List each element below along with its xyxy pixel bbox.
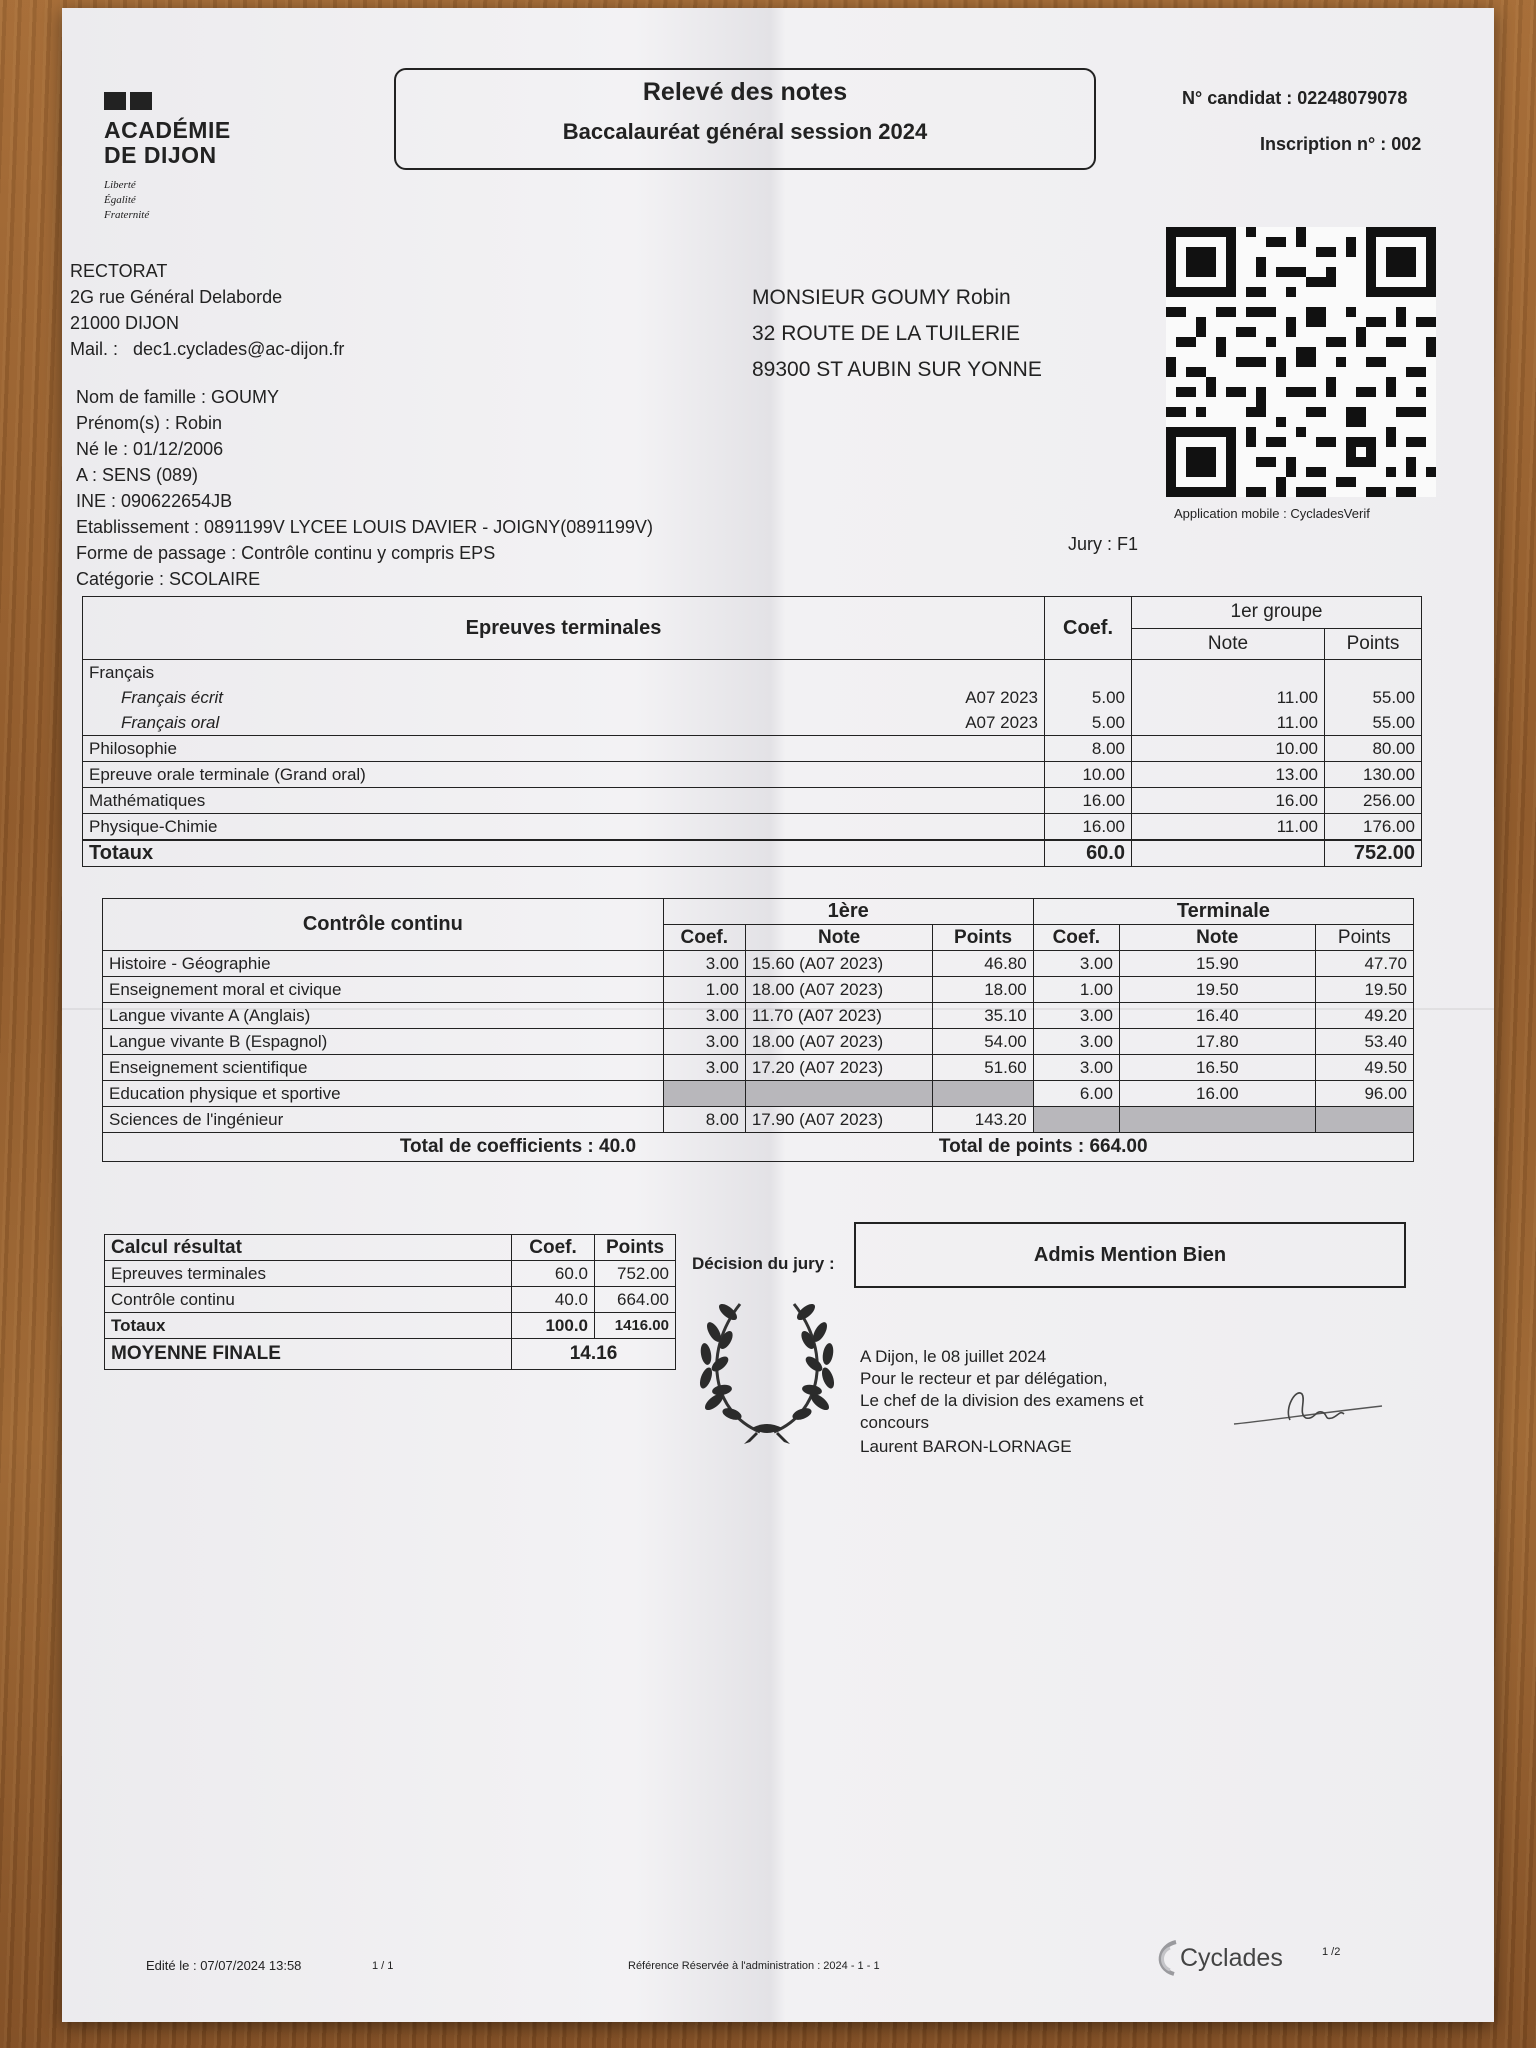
premiere-header: 1ère (663, 899, 1033, 925)
row-label: Français oral (83, 710, 933, 736)
handwritten-signature (1232, 1380, 1392, 1436)
row-note-1: 11.70 (A07 2023) (745, 1003, 933, 1029)
row-coef-2: 6.00 (1033, 1081, 1119, 1107)
decision-value: Admis Mention Bien (1033, 1243, 1227, 1266)
row-coef: 5.00 (1045, 710, 1132, 736)
row-note: 11.00 (1132, 814, 1325, 841)
table-row (103, 1107, 1414, 1133)
decision-label: Décision du jury : (692, 1254, 835, 1273)
signatory-name: Laurent BARON-LORNAGE (860, 1437, 1072, 1456)
row-note: 13.00 (1132, 762, 1325, 788)
row-points-2: 19.50 (1315, 977, 1413, 1003)
table-row (83, 762, 1422, 788)
signature-line-1: A Dijon, le 08 juillet 2024 (860, 1347, 1047, 1366)
row-label: Enseignement moral et civique (103, 977, 664, 1003)
row-coef-2: 3.00 (1033, 1003, 1119, 1029)
student-first-name: Prénom(s) : Robin (76, 413, 223, 433)
epreuves-terminales-table (82, 596, 1422, 867)
page-indicator-b: 1 /2 (1322, 1946, 1341, 1958)
table-row (103, 1055, 1414, 1081)
student-birth-place: A : SENS (089) (76, 465, 199, 485)
row-points-2: 49.50 (1315, 1055, 1413, 1081)
row-points: 55.00 (1325, 685, 1422, 710)
row-coef-2: 1.00 (1033, 977, 1119, 1003)
row-coef-2: 3.00 (1033, 951, 1119, 977)
coef1-header: Coef. (663, 925, 745, 951)
row-label: Langue vivante B (Espagnol) (103, 1029, 664, 1055)
row-points: 256.00 (1325, 788, 1422, 814)
row-label: Epreuve orale terminale (Grand oral) (83, 762, 1045, 788)
row-coef-2 (1033, 1107, 1119, 1133)
student-info (76, 384, 653, 592)
marianne-mark-icon (104, 92, 231, 110)
row-coef-1 (663, 1081, 745, 1107)
controle-totals-row (103, 1133, 1414, 1162)
row-label: Langue vivante A (Anglais) (103, 1003, 664, 1029)
totals-note (1132, 840, 1325, 867)
premier-groupe-header: 1er groupe (1132, 597, 1422, 629)
table-row (105, 1261, 676, 1287)
table-row (83, 685, 1422, 710)
sender-line-2: 2G rue Général Delaborde (70, 287, 283, 307)
row-points: 130.00 (1325, 762, 1422, 788)
table-row (103, 1029, 1414, 1055)
final-average-value: 14.16 (512, 1339, 676, 1370)
row-note-2: 16.40 (1119, 1003, 1315, 1029)
table-row (105, 1313, 676, 1339)
totals-points: 752.00 (1325, 840, 1422, 867)
row-note-2: 19.50 (1119, 977, 1315, 1003)
row-coef: 10.00 (1045, 762, 1132, 788)
final-average-row (105, 1339, 676, 1370)
row-points-1: 143.20 (933, 1107, 1033, 1133)
calcul-row-label: Totaux (105, 1313, 512, 1339)
total-points: Total de points : 664.00 (933, 1133, 1414, 1162)
controle-header: Contrôle continu (103, 899, 664, 951)
terminale-header: Terminale (1033, 899, 1413, 925)
table-row (105, 1287, 676, 1313)
table-row (103, 951, 1414, 977)
epreuves-note-header: Note (1132, 628, 1325, 660)
row-label: Physique-Chimie (83, 814, 1045, 841)
row-coef: 5.00 (1045, 685, 1132, 710)
jury-label: Jury : F1 (1068, 534, 1139, 554)
row-note-1: 18.00 (A07 2023) (745, 1029, 933, 1055)
row-points-1: 46.80 (933, 951, 1033, 977)
motto-3: Fraternité (104, 209, 150, 221)
totals-row (83, 840, 1422, 867)
row-note-2: 16.00 (1119, 1081, 1315, 1107)
row-session: A07 2023 (932, 710, 1045, 736)
row-coef-2: 3.00 (1033, 1029, 1119, 1055)
totals-label: Totaux (83, 840, 1045, 867)
academie-logo (104, 92, 231, 223)
qr-code-icon (1166, 224, 1436, 500)
edited-date: Edité le : 07/07/2024 13:58 (146, 1958, 302, 1973)
calcul-coef-header: Coef. (512, 1235, 595, 1261)
logo-line-2: DE DIJON (104, 142, 217, 168)
page-indicator-a: 1 / 1 (372, 1960, 394, 1972)
calcul-header: Calcul résultat (105, 1235, 512, 1261)
recipient-block (752, 280, 1042, 388)
row-points-1: 35.10 (933, 1003, 1033, 1029)
student-school: Etablissement : 0891199V LYCEE LOUIS DAVIER - JOIGNY(0891199V) (76, 517, 653, 537)
student-category: Catégorie : SCOLAIRE (76, 569, 261, 589)
title-box (394, 68, 1096, 170)
row-points-1: 54.00 (933, 1029, 1033, 1055)
calcul-row-label: Contrôle continu (105, 1287, 512, 1313)
row-note: 11.00 (1132, 710, 1325, 736)
points1-header: Points (933, 925, 1033, 951)
row-coef-1: 3.00 (663, 1029, 745, 1055)
row-coef: 16.00 (1045, 814, 1132, 841)
calcul-row-coef: 40.0 (512, 1287, 595, 1313)
row-note: 16.00 (1132, 788, 1325, 814)
motto-2: Égalité (104, 194, 136, 206)
row-label: Sciences de l'ingénieur (103, 1107, 664, 1133)
row-points: 55.00 (1325, 710, 1422, 736)
logo-line-1: ACADÉMIE (104, 117, 231, 143)
row-points-1: 51.60 (933, 1055, 1033, 1081)
row-points: 80.00 (1325, 736, 1422, 762)
decision-box (854, 1222, 1406, 1288)
row-note-1 (745, 1081, 933, 1107)
row-coef-1: 8.00 (663, 1107, 745, 1133)
note1-header: Note (745, 925, 933, 951)
row-note: 10.00 (1132, 736, 1325, 762)
row-points-1 (933, 1081, 1033, 1107)
calcul-resultat-table (104, 1234, 676, 1370)
row-note-2: 15.90 (1119, 951, 1315, 977)
cyclades-logo-icon (1150, 1938, 1180, 1978)
student-exam-form: Forme de passage : Contrôle continu y compris EPS (76, 543, 496, 563)
row-note-1: 17.20 (A07 2023) (745, 1055, 933, 1081)
row-points: 176.00 (1325, 814, 1422, 841)
row-label: Histoire - Géographie (103, 951, 664, 977)
calcul-row-label: Epreuves terminales (105, 1261, 512, 1287)
row-coef-1: 3.00 (663, 1055, 745, 1081)
row-coef-1: 3.00 (663, 951, 745, 977)
row-points-2 (1315, 1107, 1413, 1133)
laurel-seal-icon (692, 1292, 842, 1444)
calcul-row-coef: 60.0 (512, 1261, 595, 1287)
document-title: Relevé des notes (642, 78, 848, 106)
calcul-row-points: 664.00 (595, 1287, 676, 1313)
row-coef-2: 3.00 (1033, 1055, 1119, 1081)
admin-reference: Référence Réservée à l'administration : 2024 - 1 - 1 (628, 1960, 880, 1972)
table-row (83, 814, 1422, 841)
row-session (932, 660, 1045, 686)
row-note-2 (1119, 1107, 1315, 1133)
signature-line-2: Pour le recteur et par délégation, (860, 1369, 1108, 1388)
row-coef: 8.00 (1045, 736, 1132, 762)
student-birth-date: Né le : 01/12/2006 (76, 439, 224, 459)
document-sheet (62, 8, 1494, 2022)
row-coef: 16.00 (1045, 788, 1132, 814)
row-points-1: 18.00 (933, 977, 1033, 1003)
calcul-points-header: Points (595, 1235, 676, 1261)
final-average-label: MOYENNE FINALE (105, 1339, 512, 1370)
inscription-number: Inscription n° : 002 (1260, 134, 1422, 154)
totals-coef: 60.0 (1045, 840, 1132, 867)
row-points-2: 49.20 (1315, 1003, 1413, 1029)
row-label: Philosophie (83, 736, 1045, 762)
qr-caption: Application mobile : CycladesVerif (1174, 506, 1370, 521)
row-note: 11.00 (1132, 685, 1325, 710)
table-row (83, 710, 1422, 736)
epreuves-points-header: Points (1325, 628, 1422, 660)
sender-block (70, 258, 344, 362)
mail-address: dec1.cyclades@ac-dijon.fr (133, 339, 345, 359)
document-subtitle: Baccalauréat général session 2024 (562, 119, 928, 144)
recipient-line-3: 89300 ST AUBIN SUR YONNE (752, 358, 1042, 381)
row-session: A07 2023 (932, 685, 1045, 710)
row-label: Education physique et sportive (103, 1081, 664, 1107)
row-label: Enseignement scientifique (103, 1055, 664, 1081)
calcul-row-points: 752.00 (595, 1261, 676, 1287)
signature-block (860, 1346, 1144, 1458)
coef2-header: Coef. (1033, 925, 1119, 951)
recipient-line-1: MONSIEUR GOUMY Robin (752, 286, 1011, 309)
student-ine: INE : 090622654JB (76, 491, 233, 511)
table-row (103, 1081, 1414, 1107)
cyclades-brand-name: Cyclades (1180, 1943, 1283, 1972)
row-label: Mathématiques (83, 788, 1045, 814)
calcul-row-points: 1416.00 (595, 1313, 676, 1339)
row-note-1: 18.00 (A07 2023) (745, 977, 933, 1003)
table-row (103, 1003, 1414, 1029)
row-note-1: 17.90 (A07 2023) (745, 1107, 933, 1133)
row-coef (1045, 660, 1132, 686)
row-note-2: 17.80 (1119, 1029, 1315, 1055)
row-coef-1: 1.00 (663, 977, 745, 1003)
table-row (83, 660, 1422, 686)
candidate-number: N° candidat : 02248079078 (1182, 88, 1408, 108)
controle-continu-table (102, 898, 1414, 1162)
sender-line-1: RECTORAT (70, 261, 168, 281)
table-row (103, 977, 1414, 1003)
points2-header: Points (1315, 925, 1413, 951)
row-points-2: 53.40 (1315, 1029, 1413, 1055)
student-family-name: Nom de famille : GOUMY (76, 387, 280, 407)
cyclades-brand (1150, 1938, 1283, 1978)
recipient-line-2: 32 ROUTE DE LA TUILERIE (752, 322, 1021, 345)
table-row (83, 788, 1422, 814)
signature-line-3: Le chef de la division des examens et (860, 1391, 1144, 1410)
signature-line-4: concours (860, 1413, 929, 1432)
motto-1: Liberté (104, 179, 136, 191)
calcul-row-coef: 100.0 (512, 1313, 595, 1339)
epreuves-header: Epreuves terminales (83, 597, 1045, 660)
note2-header: Note (1119, 925, 1315, 951)
row-points-2: 47.70 (1315, 951, 1413, 977)
row-points (1325, 660, 1422, 686)
row-points-2: 96.00 (1315, 1081, 1413, 1107)
epreuves-coef-header: Coef. (1045, 597, 1132, 660)
row-note (1132, 660, 1325, 686)
sender-line-3: 21000 DIJON (70, 313, 180, 333)
row-coef-1: 3.00 (663, 1003, 745, 1029)
total-coefficients: Total de coefficients : 40.0 (103, 1133, 933, 1162)
row-label: Français écrit (83, 685, 933, 710)
row-label: Français (83, 660, 933, 686)
table-row (83, 736, 1422, 762)
row-note-2: 16.50 (1119, 1055, 1315, 1081)
mail-label: Mail. : (70, 339, 119, 359)
row-note-1: 15.60 (A07 2023) (745, 951, 933, 977)
